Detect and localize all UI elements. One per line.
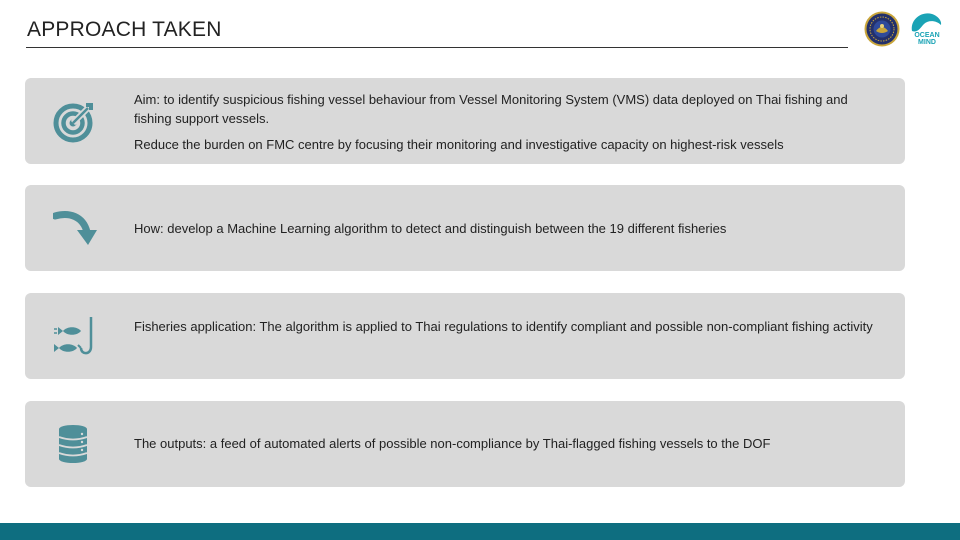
approach-card-application [25,293,905,379]
card-text [134,317,877,336]
department-seal-logo [864,11,900,47]
card-text [134,219,877,238]
target-icon [53,99,97,143]
card-text [134,434,877,453]
approach-card-aim [25,78,905,164]
card-paragraph: Reduce the burden on FMC centre by focusing their monitoring and investigative capacity on highest-risk vessels [134,137,784,152]
database-icon [53,423,97,467]
page-title: APPROACH TAKEN [27,18,222,41]
approach-card-how [25,185,905,271]
curved-arrow-icon [53,206,97,250]
approach-card-outputs [25,401,905,487]
card-text [134,90,877,154]
ocean-mind-logo-text-2: MIND [918,39,936,46]
card-paragraph: How: develop a Machine Learning algorithm to detect and distinguish between the 19 different fisheries [134,221,727,236]
card-paragraph: Fisheries application: The algorithm is applied to Thai regulations to identify compliant and possible non-compliant fishing activity [134,319,873,334]
card-paragraph: The outputs: a feed of automated alerts of possible non-compliance by Thai-flagged fishing vessels to the DOF [134,436,771,451]
title-underline [26,47,848,48]
ocean-mind-logo-text-1: OCEAN [914,32,940,39]
fish-hook-icon [53,315,97,359]
card-paragraph: Aim: to identify suspicious fishing vessel behaviour from Vessel Monitoring System (VMS) data deployed on Thai fishing and fishing support vessels. [134,92,848,126]
footer-bar [0,523,960,540]
ocean-mind-logo [908,9,944,47]
